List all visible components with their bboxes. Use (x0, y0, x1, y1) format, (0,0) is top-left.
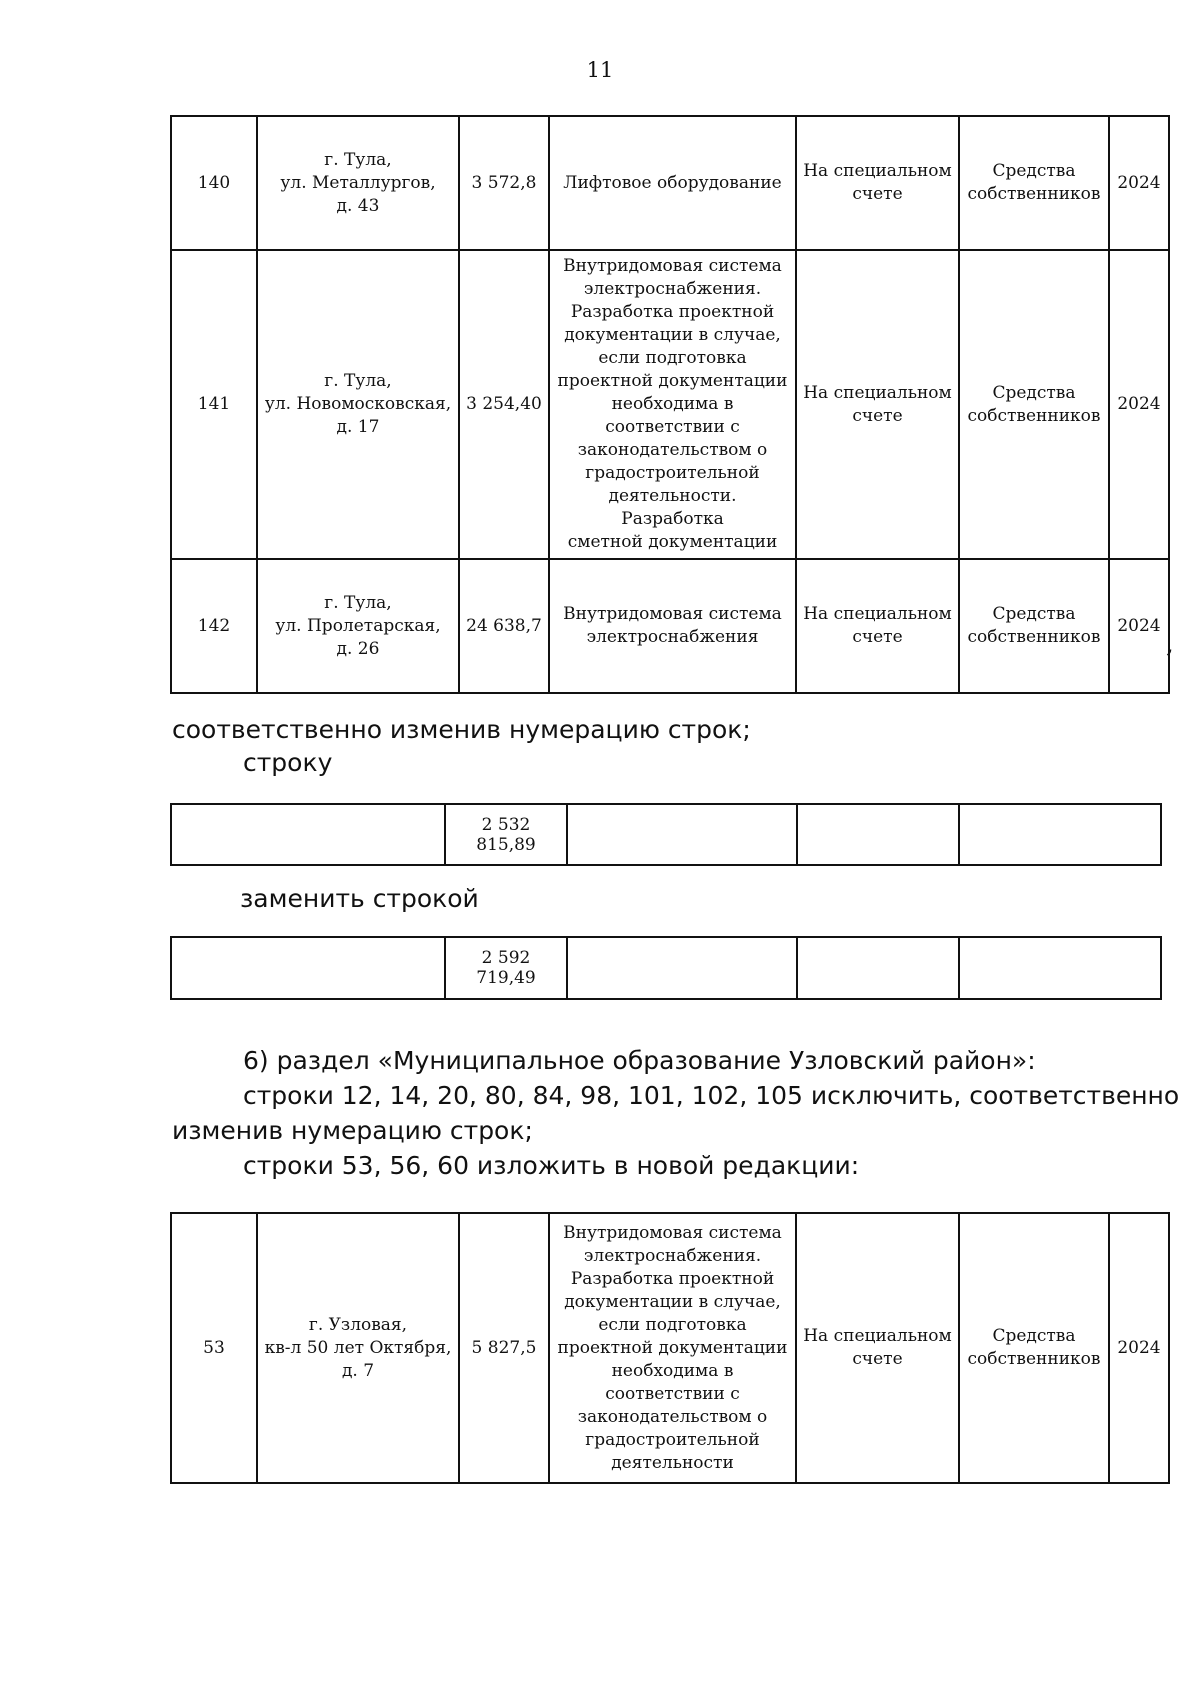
empty-cell (797, 937, 959, 999)
table-row (171, 250, 1169, 559)
area-cell: 3 254,40 (459, 250, 549, 559)
empty-cell (797, 804, 959, 865)
empty-cell (959, 937, 1161, 999)
paragraph-replace-label: заменить строкой (240, 884, 479, 913)
paragraph-section-heading: 6) раздел «Муниципальное образование Узловский район»: (243, 1046, 1036, 1075)
total-value-cell: 2 592 719,49 (445, 937, 567, 999)
year-cell: 2024 (1109, 116, 1169, 250)
work-type-cell: Внутридомовая система электроснабжения (549, 559, 796, 693)
fund-method-cell: На специальном счете (796, 116, 959, 250)
row-number: 142 (171, 559, 257, 693)
empty-cell (959, 804, 1161, 865)
fund-method-cell: На специальном счете (796, 1213, 959, 1483)
repair-table-bottom (170, 1212, 1170, 1484)
table-row (171, 116, 1169, 250)
work-type-cell: Внутридомовая система электроснабжения. Разработка проектной документации в случае, если подготовка проектной документации необходима в соответствии с законодательством о градостроительной деятельности (549, 1213, 796, 1483)
empty-cell (171, 937, 445, 999)
paragraph-exclude-rows-cont: изменив нумерацию строк; (172, 1116, 533, 1145)
work-type-cell: Внутридомовая система электроснабжения. Разработка проектной документации в случае, если подготовка проектной документации необходима в соответствии с законодательством о градостроительной деятельности. Разработка сметной документации (549, 250, 796, 559)
year-cell: 2024 (1109, 1213, 1169, 1483)
funding-source-cell: Средства собственников (959, 1213, 1109, 1483)
paragraph-new-edition: строки 53, 56, 60 изложить в новой редакции: (243, 1151, 860, 1180)
work-type-cell: Лифтовое оборудование (549, 116, 796, 250)
table-row (171, 937, 1161, 999)
funding-source-cell: Средства собственников (959, 250, 1109, 559)
area-cell: 5 827,5 (459, 1213, 549, 1483)
address-cell: г. Узловая, кв-л 50 лет Октября, д. 7 (257, 1213, 459, 1483)
area-cell: 3 572,8 (459, 116, 549, 250)
row-number: 141 (171, 250, 257, 559)
paragraph-row-label: строку (243, 748, 333, 777)
empty-cell (567, 804, 797, 865)
total-row-old (170, 803, 1162, 866)
address-cell: г. Тула, ул. Пролетарская, д. 26 (257, 559, 459, 693)
address-cell: г. Тула, ул. Новомосковская, д. 17 (257, 250, 459, 559)
paragraph-exclude-rows: строки 12, 14, 20, 80, 84, 98, 101, 102, 105 исключить, соответственно (243, 1081, 1180, 1110)
table-row (171, 1213, 1169, 1483)
page-number: 11 (586, 58, 614, 82)
total-value-cell: 2 532 815,89 (445, 804, 567, 865)
paragraph-renumber-note: соответственно изменив нумерацию строк; (172, 715, 751, 744)
empty-cell (171, 804, 445, 865)
repair-table-top (170, 115, 1170, 694)
total-row-new (170, 936, 1162, 1000)
area-cell: 24 638,7 (459, 559, 549, 693)
fund-method-cell: На специальном счете (796, 250, 959, 559)
trailing-comma: , (1166, 630, 1174, 658)
address-cell: г. Тула, ул. Металлургов, д. 43 (257, 116, 459, 250)
year-cell: 2024 (1109, 250, 1169, 559)
year-cell: 2024 (1109, 559, 1169, 693)
funding-source-cell: Средства собственников (959, 116, 1109, 250)
fund-method-cell: На специальном счете (796, 559, 959, 693)
table-row (171, 559, 1169, 693)
empty-cell (567, 937, 797, 999)
funding-source-cell: Средства собственников (959, 559, 1109, 693)
table-row (171, 804, 1161, 865)
row-number: 140 (171, 116, 257, 250)
row-number: 53 (171, 1213, 257, 1483)
